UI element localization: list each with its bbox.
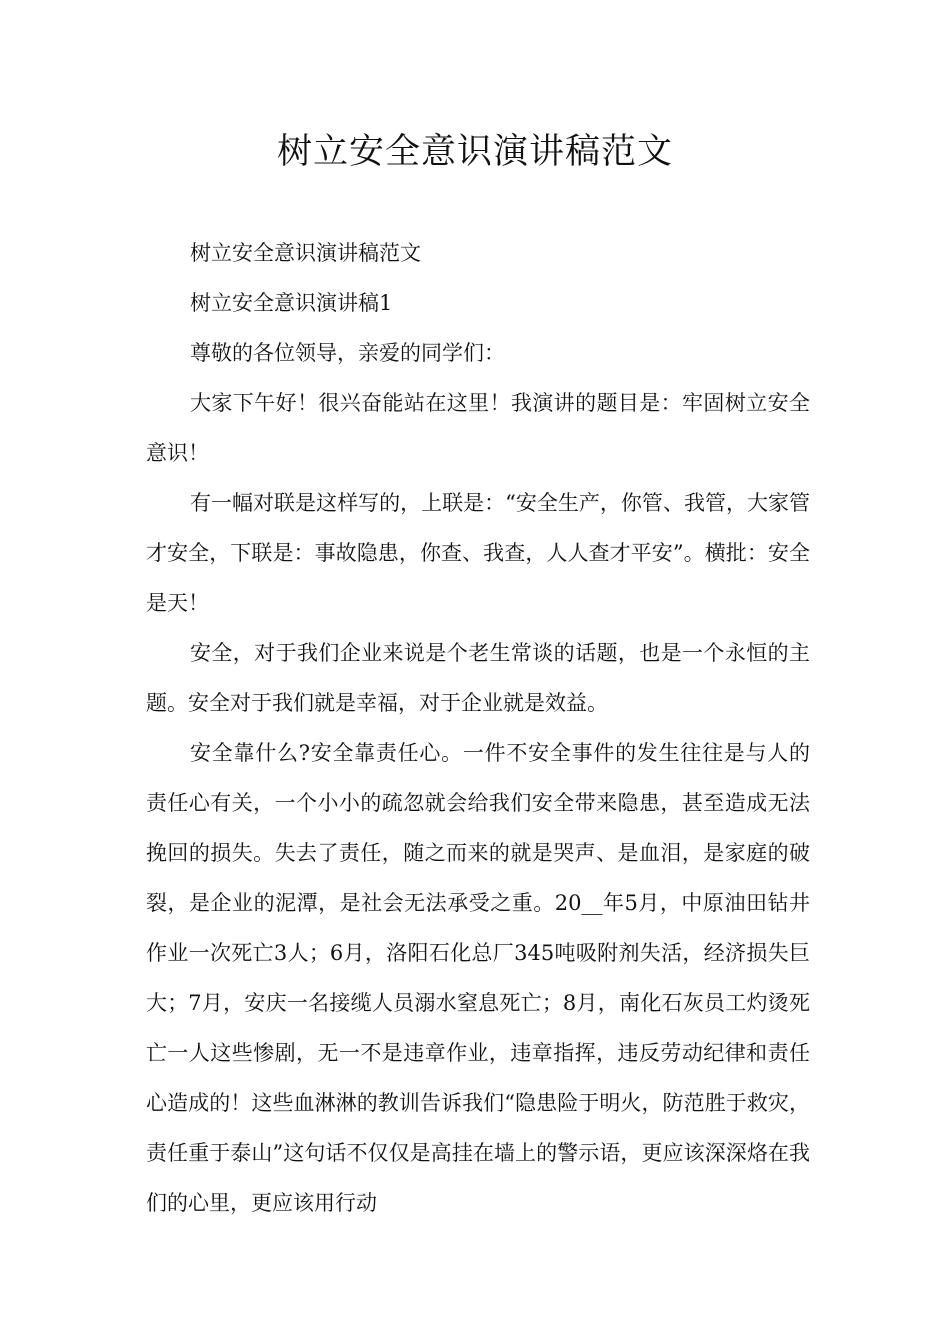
paragraph-responsibility: 安全靠什么?安全靠责任心。一件不安全事件的发生往往是与人的责任心有关，一个小小的疏忽就会给我们安全带来隐患，甚至造成无法挽回的损失。失去了责任，随之而来的就是哭声、是血泪，是家庭的破裂，是企业的泥潭，是社会无法承受之重。20__年5月，中原油田钻井作业一次死亡3人；6月，洛阳石化总厂345吨吸附剂失活，经济损失巨大；7月，安庆一名接缆人员溺水窒息死亡；8月，南化石灰员工灼烫死亡一人这些惨剧，无一不是违章作业，违章指挥，违反劳动纪律和责任心造成的！这些血淋淋的教训告诉我们“隐患险于明火，防范胜于救灾，责任重于泰山”这句话不仅仅是高挂在墙上的警示语，更应该深深烙在我们的心里，更应该用行动 — [146, 741, 810, 1215]
paragraph-couplet: 有一幅对联是这样写的，上联是：“安全生产，你管、我管，大家管才安全，下联是：事故隐患，你查、我查，人人查才平安”。横批：安全是天！ — [146, 491, 810, 615]
paragraph-salutation: 尊敬的各位领导，亲爱的同学们： — [190, 341, 505, 365]
document-title: 树立安全意识演讲稿范文 — [276, 132, 673, 172]
paragraph-safety-theme: 安全，对于我们企业来说是个老生常谈的话题，也是一个永恒的主题。安全对于我们就是幸福，对于企业就是效益。 — [146, 641, 810, 715]
paragraph-speech-number: 树立安全意识演讲稿1 — [190, 291, 393, 315]
document-body — [146, 228, 810, 1228]
paragraph-greeting: 大家下午好！很兴奋能站在这里！我演讲的题目是：牢固树立安全意识！ — [146, 391, 810, 465]
paragraph-heading-repeat: 树立安全意识演讲稿范文 — [190, 241, 421, 265]
